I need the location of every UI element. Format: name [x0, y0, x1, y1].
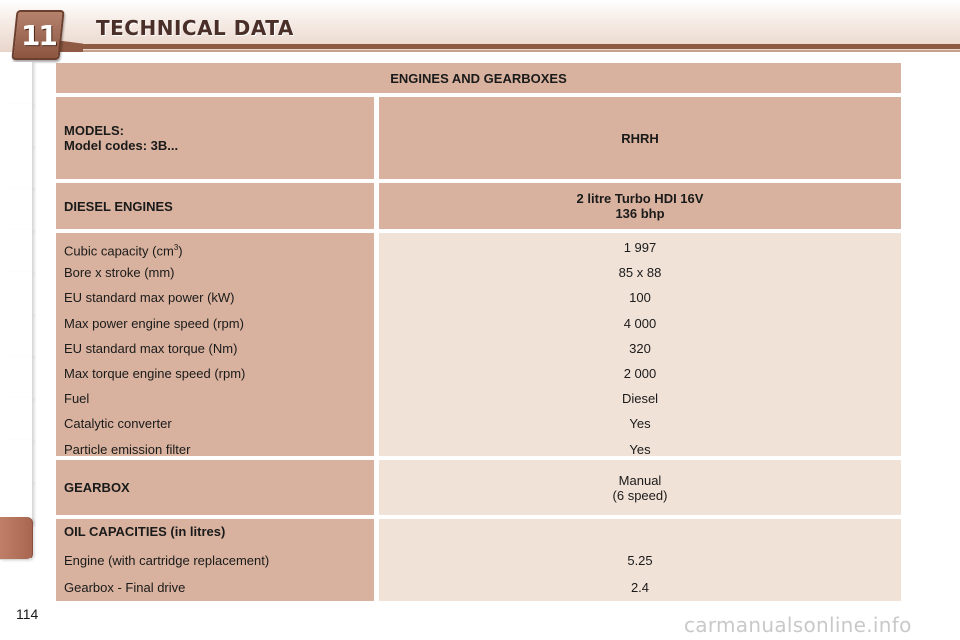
spec-value: 2 000 — [623, 365, 657, 381]
gearbox-row — [56, 460, 901, 515]
watermark: carmanualsonline.info — [684, 613, 912, 637]
spec-value: Yes — [629, 441, 651, 457]
spec-label: EU standard max torque (Nm) — [64, 340, 238, 356]
chapter-badge — [11, 10, 64, 60]
models-label-line1: MODELS: — [64, 123, 124, 138]
oil-item-label: Gearbox - Final drive — [64, 580, 186, 595]
spec-label: Bore x stroke (mm) — [64, 265, 175, 281]
thumb-tab[interactable] — [0, 188, 33, 231]
spec-value: 100 — [629, 290, 651, 306]
spec-label: Fuel — [64, 391, 90, 407]
thumb-tab-active[interactable] — [0, 517, 33, 560]
thumb-tab[interactable] — [0, 398, 33, 441]
header-rule — [78, 44, 960, 49]
gearbox-speeds: (6 speed) — [612, 487, 668, 503]
thumb-tab[interactable] — [0, 146, 33, 189]
gearbox-value — [379, 460, 901, 515]
gearbox-type: Manual — [618, 472, 662, 488]
page-title: TECHNICAL DATA — [96, 16, 294, 40]
thumb-tab[interactable] — [0, 230, 33, 273]
spec-value: 85 x 88 — [618, 265, 662, 281]
spec-value: 4 000 — [623, 315, 657, 331]
oil-capacities-row — [56, 519, 901, 601]
page-number: 114 — [16, 606, 39, 622]
thumb-tab[interactable] — [0, 314, 33, 357]
spec-labels — [56, 233, 374, 456]
oil-labels — [56, 519, 374, 601]
spec-value: 320 — [629, 340, 651, 356]
spec-value: Diesel — [621, 391, 659, 407]
spec-label: Max power engine speed (rpm) — [64, 315, 244, 331]
spec-value: Yes — [629, 416, 651, 432]
models-label-line2: Model codes: 3B... — [64, 138, 179, 153]
diesel-engines-row — [56, 183, 901, 229]
spec-label: Max torque engine speed (rpm) — [64, 365, 246, 381]
chapter-number: 11 — [20, 18, 56, 52]
models-value: RHRH — [379, 97, 901, 179]
spec-value: 1 997 — [623, 240, 657, 255]
engine-name: 2 litre Turbo HDI 16V — [576, 191, 704, 206]
engine-power: 136 bhp — [615, 206, 665, 221]
spec-label: Particle emission filter — [64, 441, 191, 457]
oil-item-value: 2.4 — [630, 580, 650, 595]
thumb-tab[interactable] — [0, 62, 33, 105]
spec-label: Catalytic converter — [64, 416, 172, 432]
thumb-tab[interactable] — [0, 104, 33, 147]
diesel-engines-label: DIESEL ENGINES — [56, 183, 374, 229]
oil-values — [379, 519, 901, 601]
spec-label: EU standard max power (kW) — [64, 290, 235, 306]
spec-values — [379, 233, 901, 456]
header-rule-thin — [78, 50, 960, 52]
chapter-thumb-tabs — [0, 62, 34, 574]
oil-item-value: 5.25 — [627, 553, 653, 568]
thumb-tab[interactable] — [0, 356, 33, 399]
thumb-tab[interactable] — [0, 272, 33, 315]
table-title: ENGINES AND GEARBOXES — [56, 63, 901, 93]
gearbox-label: GEARBOX — [56, 460, 374, 515]
engine-specs-row — [56, 233, 901, 456]
engines-gearboxes-table — [56, 63, 901, 605]
models-label — [56, 97, 374, 179]
spec-label: Cubic capacity $(cm^3)$ — [64, 243, 183, 259]
oil-capacities-heading: OIL CAPACITIES (in litres) — [64, 524, 226, 539]
models-row — [56, 97, 901, 179]
diesel-engines-value — [379, 183, 901, 229]
thumb-tab[interactable] — [0, 440, 33, 483]
oil-item-label: Engine (with cartridge replacement) — [64, 553, 270, 568]
